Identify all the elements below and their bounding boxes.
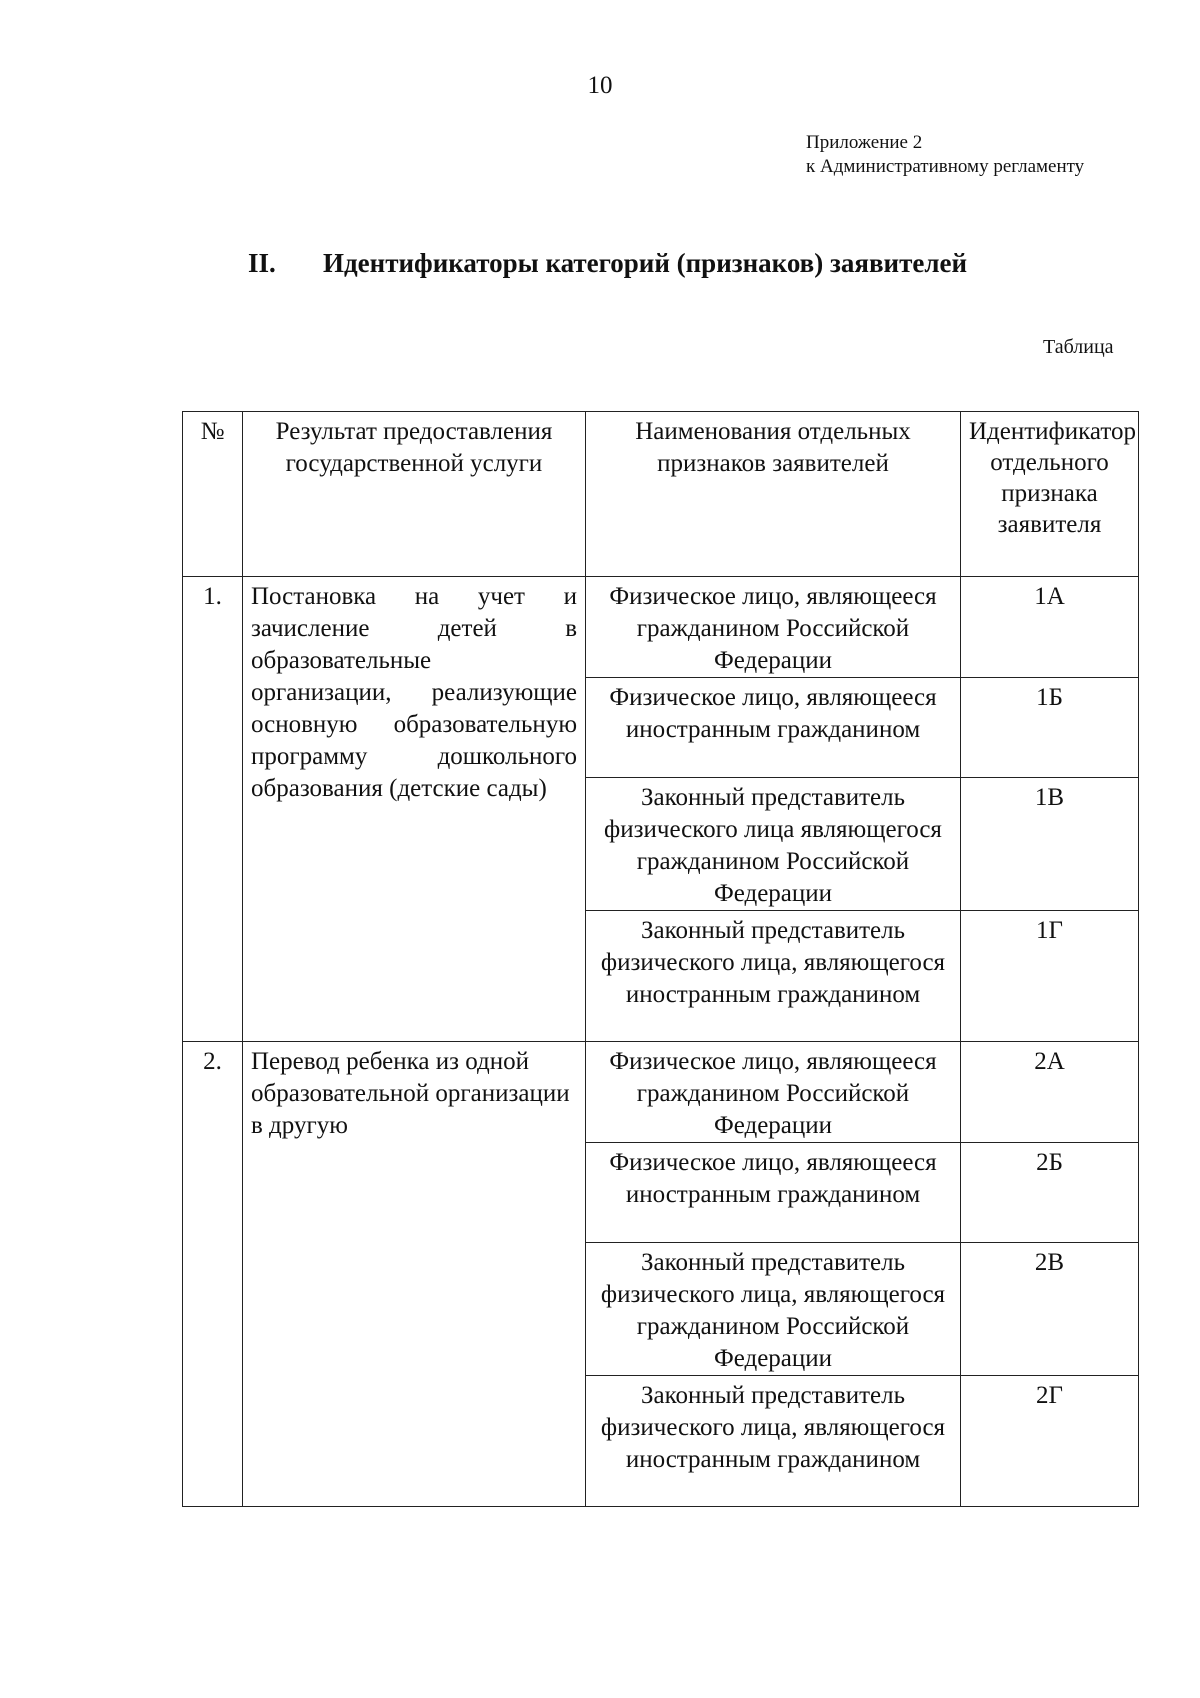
feature-cell: Физическое лицо, являющееся гражданином Российской Федерации <box>586 577 961 678</box>
feature-cell: Законный представитель физического лица, являющегося гражданином Российской Федерации <box>586 1243 961 1376</box>
table-row <box>183 1042 1139 1143</box>
section-title <box>248 248 967 279</box>
section-number: II. <box>248 248 276 278</box>
feature-cell: Законный представитель физического лица, являющегося иностранным гражданином <box>586 1376 961 1507</box>
ident-cell: 1Г <box>961 911 1139 1042</box>
identifiers-table <box>182 411 1139 1507</box>
ident-cell: 2А <box>961 1042 1139 1143</box>
header-feature: Наименования отдельных признаков заявителей <box>586 412 961 577</box>
table-caption: Таблица <box>1043 336 1114 358</box>
appendix-note <box>806 131 1084 179</box>
header-result: Результат предоставления государственной услуги <box>243 412 586 577</box>
appendix-line-1: Приложение 2 <box>806 132 923 153</box>
header-ident: Идентификатор отдельного признака заявителя <box>961 412 1139 577</box>
page-number: 10 <box>587 72 613 99</box>
ident-cell: 2Г <box>961 1376 1139 1507</box>
group-result: Постановка на учет и зачисление детей в образовательные организации, реализующие основную образовательную программу дошкольного образования (детские сады) <box>243 577 586 1042</box>
ident-cell: 1А <box>961 577 1139 678</box>
group-number: 1. <box>183 577 243 1042</box>
table-header-row <box>183 412 1139 577</box>
feature-cell: Физическое лицо, являющееся гражданином Российской Федерации <box>586 1042 961 1143</box>
group-result: Перевод ребенка из одной образовательной организации в другую <box>243 1042 586 1507</box>
section-title-text: Идентификаторы категорий (признаков) заявителей <box>323 248 968 278</box>
ident-cell: 1Б <box>961 678 1139 778</box>
feature-cell: Законный представитель физического лица являющегося гражданином Российской Федерации <box>586 778 961 911</box>
feature-cell: Физическое лицо, являющееся иностранным гражданином <box>586 1143 961 1243</box>
feature-cell: Физическое лицо, являющееся иностранным гражданином <box>586 678 961 778</box>
table-row <box>183 577 1139 678</box>
feature-cell: Законный представитель физического лица, являющегося иностранным гражданином <box>586 911 961 1042</box>
header-num: № <box>183 412 243 577</box>
ident-cell: 1В <box>961 778 1139 911</box>
appendix-line-2: к Административному регламенту <box>806 156 1085 177</box>
ident-cell: 2Б <box>961 1143 1139 1243</box>
ident-cell: 2В <box>961 1243 1139 1376</box>
group-number: 2. <box>183 1042 243 1507</box>
